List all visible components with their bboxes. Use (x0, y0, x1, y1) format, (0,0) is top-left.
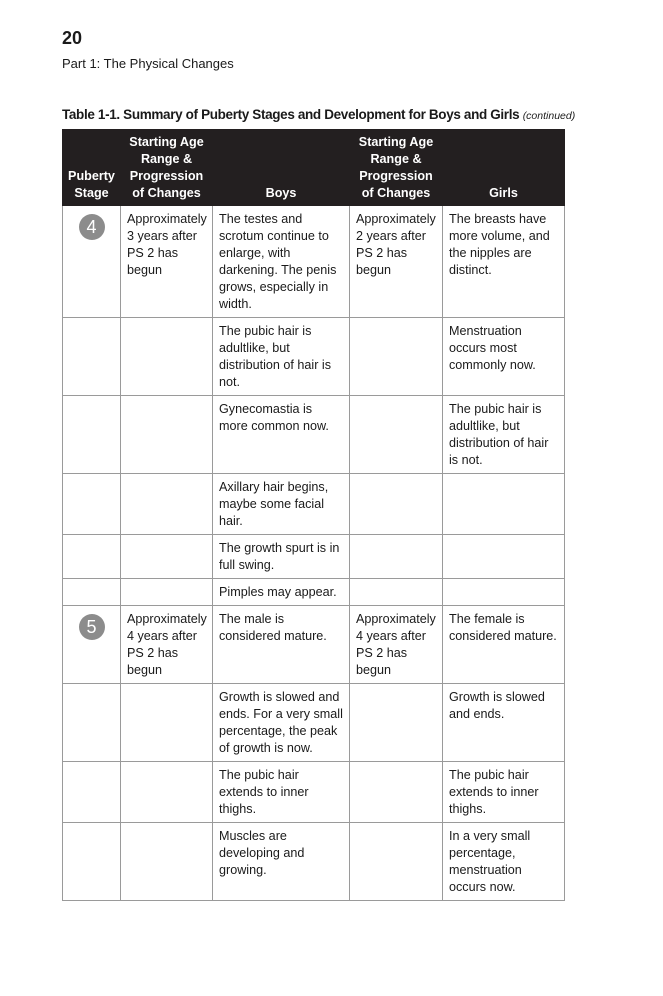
boys-cell: The testes and scrotum continue to enlarge, with darkening. The penis grows, especially in width. (213, 206, 350, 318)
stage-cell (63, 606, 121, 684)
table-row (63, 762, 565, 823)
boys-age-cell (121, 318, 213, 396)
page-number: 20 (62, 28, 83, 48)
table-caption-continued: (continued) (522, 110, 576, 122)
header-girls: Girls (443, 130, 565, 206)
girls-age-cell (350, 535, 443, 579)
girls-age-cell (350, 579, 443, 606)
stage-cell (63, 579, 121, 606)
girls-age-cell (350, 823, 443, 901)
girls-age-cell (350, 474, 443, 535)
girls-cell: In a very small percentage, menstruation occurs now. (443, 823, 565, 901)
stage-cell (63, 396, 121, 474)
table-caption-title: Table 1-1. Summary of Puberty Stages and Development for Boys and Girls (62, 107, 520, 122)
stage-cell (63, 474, 121, 535)
boys-cell: The male is considered mature. (213, 606, 350, 684)
girls-age-cell (350, 762, 443, 823)
stage-cell (63, 535, 121, 579)
girls-cell: The female is considered mature. (443, 606, 565, 684)
boys-age-cell: Approximately 3 years after PS 2 has begun (121, 206, 213, 318)
stage-cell (63, 762, 121, 823)
table-row (63, 535, 565, 579)
boys-cell: The growth spurt is in full swing. (213, 535, 350, 579)
table-row (63, 579, 565, 606)
boys-age-cell (121, 762, 213, 823)
girls-cell: Growth is slowed and ends. (443, 684, 565, 762)
boys-cell: Gynecomastia is more common now. (213, 396, 350, 474)
girls-age-cell (350, 318, 443, 396)
boys-age-cell: Approximately 4 years after PS 2 has begun (121, 606, 213, 684)
header-boys: Boys (213, 130, 350, 206)
table-caption (62, 107, 576, 122)
table-row (63, 606, 565, 684)
boys-cell: The pubic hair is adultlike, but distribution of hair is not. (213, 318, 350, 396)
girls-age-cell: Approximately 4 years after PS 2 has begun (350, 606, 443, 684)
boys-cell: Growth is slowed and ends. For a very small percentage, the peak of growth is now. (213, 684, 350, 762)
girls-cell: Menstruation occurs most commonly now. (443, 318, 565, 396)
stage-cell (63, 823, 121, 901)
boys-cell: Pimples may appear. (213, 579, 350, 606)
boys-age-cell (121, 474, 213, 535)
header-girls-age-range: Starting Age Range & Progression of Changes (350, 130, 443, 206)
girls-cell (443, 579, 565, 606)
stage-cell (63, 206, 121, 318)
girls-cell: The breasts have more volume, and the nipples are distinct. (443, 206, 565, 318)
stage-5-badge: 5 (79, 614, 105, 640)
table-row (63, 396, 565, 474)
girls-age-cell: Approximately 2 years after PS 2 has begun (350, 206, 443, 318)
running-head: Part 1: The Physical Changes (62, 56, 234, 71)
boys-age-cell (121, 535, 213, 579)
stage-4-badge: 4 (79, 214, 105, 240)
boys-age-cell (121, 684, 213, 762)
girls-age-cell (350, 396, 443, 474)
puberty-stages-table (62, 129, 565, 901)
boys-cell: The pubic hair extends to inner thighs. (213, 762, 350, 823)
girls-cell: The pubic hair extends to inner thighs. (443, 762, 565, 823)
table-row (63, 206, 565, 318)
girls-cell: The pubic hair is adultlike, but distribution of hair is not. (443, 396, 565, 474)
stage-cell (63, 318, 121, 396)
boys-cell: Axillary hair begins, maybe some facial hair. (213, 474, 350, 535)
boys-cell: Muscles are developing and growing. (213, 823, 350, 901)
boys-age-cell (121, 823, 213, 901)
header-boys-age-range: Starting Age Range & Progression of Changes (121, 130, 213, 206)
boys-age-cell (121, 579, 213, 606)
girls-cell (443, 535, 565, 579)
table-row (63, 474, 565, 535)
header-puberty-stage: Puberty Stage (63, 130, 121, 206)
boys-age-cell (121, 396, 213, 474)
girls-age-cell (350, 684, 443, 762)
table-row (63, 684, 565, 762)
girls-cell (443, 474, 565, 535)
table-header-row (63, 130, 565, 206)
table-row (63, 823, 565, 901)
stage-cell (63, 684, 121, 762)
table-row (63, 318, 565, 396)
